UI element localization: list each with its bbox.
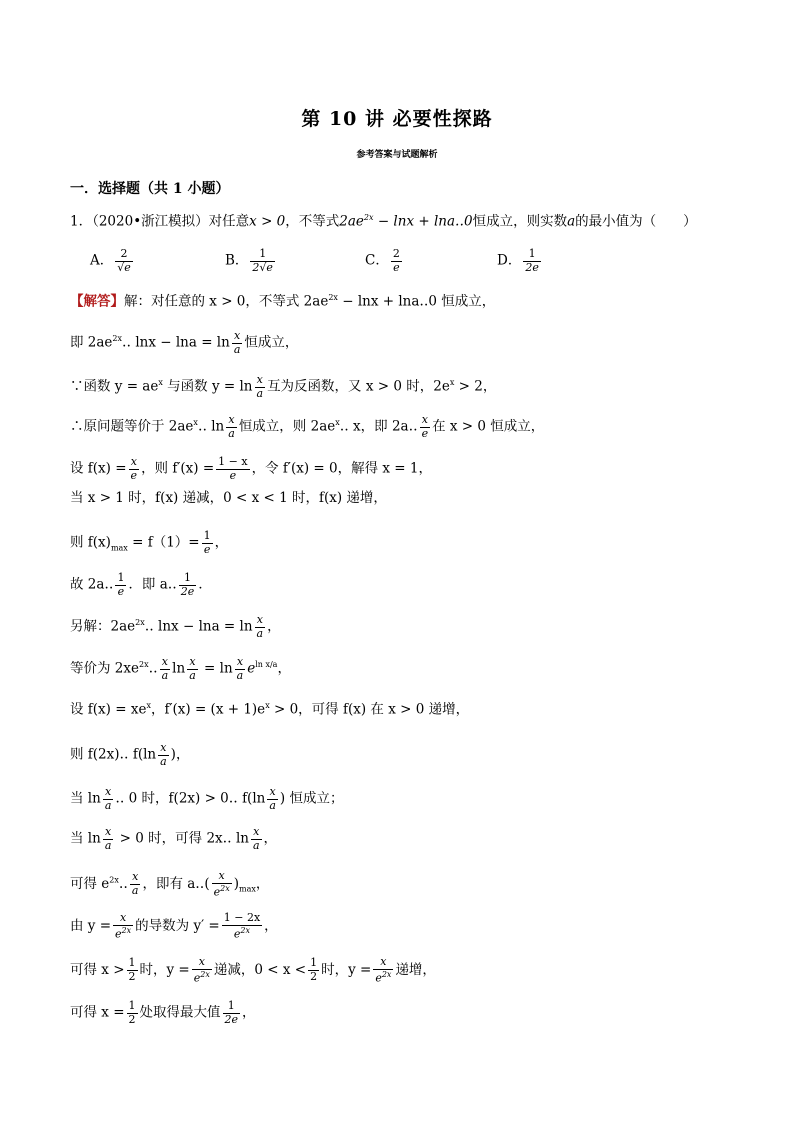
option-d[interactable]: D． $\frac{1}{2e}$ [497, 247, 539, 274]
solution-line-17: 可得 x > $\frac{1}{2}$ 时，y = $\frac{x}{e^{2x}}$ 递减，0 < x < $\frac{1}{2}$ 时，y = $\frac{x}{e^{2x}}$ 递增， [70, 955, 436, 985]
solution-line-3: ∵函数 $y = ae^x$ 与函数 y = ln $\frac{x}{a}$ 互为反函数，又 x > 0 时，$2e^x > 2$， [70, 373, 497, 400]
option-c[interactable]: C． $\frac{2}{e}$ [365, 247, 400, 274]
solution-line-4: ∴原问题等价于 $2ae^x‥$ ln $\frac{x}{a}$ 恒成立，则 $2ae^x‥$ x，即 2a‥ $\frac{x}{e}$ 在 x > 0 恒成立， [70, 413, 545, 440]
solution-line-7: 则 $f(x)_{max} = f(1)=$ $\frac{1}{e}$ ， [70, 529, 229, 556]
solution-line-13: 当 ln $\frac{x}{a}$ ‥ 0 时，f(2x) > 0‥ f(ln $\frac{x}{a}$ ) 恒成立； [70, 785, 344, 812]
solution-line-8: 故 2a‥ $\frac{1}{e}$ ．即 a‥ $\frac{1}{2e}$ ． [70, 571, 212, 598]
solution-line-14: 当 ln $\frac{x}{a}$ > 0 时，可得 2x‥ ln $\frac{x}{a}$ ， [70, 825, 278, 852]
solution-line-15: 可得 $e^{2x}‥$ $\frac{x}{a}$ ，即有 a‥( $\frac{x}{e^{2x}}$ )$_{max}$， [70, 869, 270, 899]
answer-tag: 【解答】 [70, 293, 124, 310]
solution-line-18: 可得 x = $\frac{1}{2}$ 处取得最大值 $\frac{1}{2e}$ ， [70, 999, 256, 1026]
section-heading: 一．选择题（共 1 小题） [70, 181, 230, 197]
page-title: 第 10 讲 必要性探路 [301, 108, 493, 130]
page-subtitle: 参考答案与试题解析 [356, 150, 438, 160]
solution-line-9: 另解：$2ae^{2x}‥$ lnx − lna = ln $\frac{x}{a}$ ， [70, 613, 281, 640]
solution-line-6: 当 x > 1 时，f(x) 递减，0 < x < 1 时，f(x) 递增， [70, 490, 387, 506]
option-b[interactable]: B． $\frac{1}{2√e}$ [225, 247, 273, 274]
solution-line-2: 即 $2ae^{2x}‥$ lnx − lna = ln $\frac{x}{a}$ 恒成立， [70, 329, 299, 356]
option-a[interactable]: A． $\frac{2}{√e}$ [90, 247, 131, 274]
question-line: 1．（2020•浙江模拟）对任意x > 0，不等式$2ae^{2x} - \ln x$ + lna‥0恒成立，则实数a的最小值为（ ） [70, 213, 697, 230]
solution-line-11: 设 $f(x) = xe^x$，$f'(x) = (x + 1)e^x > 0$，可得 f(x) 在 x > 0 递增， [70, 701, 470, 718]
solution-line-16: 由 y = $\frac{x}{e^{2x}}$ 的导数为 y′ = $\frac{1 - 2x}{e^{2x}}$ ， [70, 911, 278, 941]
solution-line-1: 【解答】解：对任意的 x > 0，不等式 $2ae^{2x} - \ln x$ + lna‥0 恒成立， [70, 293, 496, 310]
solution-line-5: 设 f(x) = $\frac{x}{e}$ ，则 f′(x) = $\frac{1 - x}{e}$ ，令 f′(x) = 0，解得 x = 1， [70, 455, 432, 482]
solution-line-10: 等价为 $2xe^{2x}‥$ $\frac{x}{a}$ ln $\frac{x}{a}$ = ln $\frac{x}{a}$ $e^{ln x/a}$， [70, 655, 291, 682]
solution-line-12: 则 f(2x)‥ f(ln $\frac{x}{a}$ )， [70, 741, 190, 768]
